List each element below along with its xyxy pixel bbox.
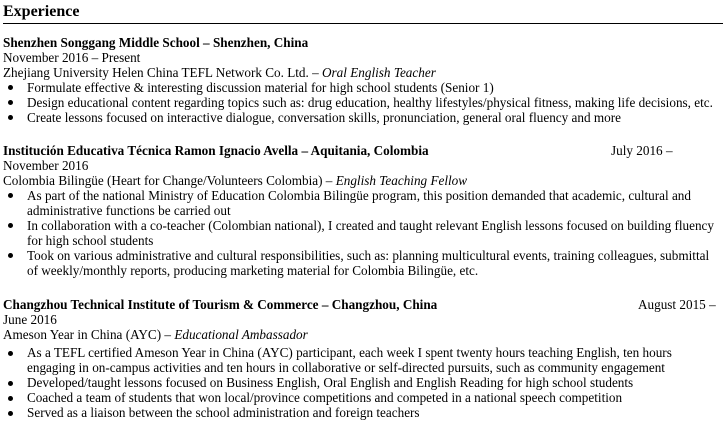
bullet-icon <box>8 85 13 90</box>
job-institution: Shenzhen Songgang Middle School – Shenzhen, China <box>3 35 309 50</box>
job-bullet: As part of the national Ministry of Education Colombia Bilingüe program, this position demanded that academic, cultural and <box>27 188 691 203</box>
job-bullet: Design educational content regarding topics such as: drug education, healthy lifestyles/physical fitness, making life decisions, etc. <box>27 95 713 110</box>
bullet-icon <box>8 381 13 386</box>
bullet-icon <box>8 411 13 416</box>
section-divider <box>3 23 723 24</box>
bullet-icon <box>8 223 13 228</box>
bullet-icon <box>8 351 13 356</box>
job-bullet: Served as a liaison between the school administration and foreign teachers <box>27 405 420 420</box>
job-employer-line <box>3 65 436 80</box>
job-employer: Zhejiang University Helen China TEFL Network Co. Ltd. – <box>3 65 323 80</box>
job-role: Educational Ambassador <box>174 327 308 342</box>
job-bullet: Took on various administrative and cultural responsibilities, such as: planning multicultural events, training colleagues, submittal <box>27 248 710 263</box>
bullet-icon <box>8 115 13 120</box>
job-dates-end: November 2016 <box>3 158 89 173</box>
job-dates-end: June 2016 <box>3 312 57 327</box>
job-institution: Institución Educativa Técnica Ramon Ignacio Avella – Aquitania, Colombia <box>3 143 429 158</box>
job-bullet: Coached a team of students that won local/province competitions and competed in a national speech competition <box>27 390 623 405</box>
job-role: Oral English Teacher <box>322 65 436 80</box>
job-institution: Changzhou Technical Institute of Tourism & Commerce – Changzhou, China <box>3 297 438 312</box>
section-title: Experience <box>3 3 80 20</box>
job-bullet: As a TEFL certified Ameson Year in China (AYC) participant, each week I spent twenty hours teaching English, ten hours <box>27 345 672 360</box>
job-role: English Teaching Fellow <box>335 173 468 188</box>
job-employer-line <box>3 327 308 342</box>
job-dates-start: August 2015 – <box>638 297 716 312</box>
job-bullet-continued: administrative functions be carried out <box>27 203 231 218</box>
job-employer: Colombia Bilingüe (Heart for Change/Volunteers Colombia) – <box>3 173 336 188</box>
bullet-icon <box>8 100 13 105</box>
bullet-icon <box>8 253 13 258</box>
job-dates: November 2016 – Present <box>3 50 141 65</box>
job-bullet: In collaboration with a co-teacher (Colombian national), I created and taught relevant English lessons focused on building fluency <box>27 218 714 233</box>
job-employer-line <box>3 173 467 188</box>
job-bullet: Formulate effective & interesting discussion material for high school students (Senior 1) <box>27 80 494 95</box>
job-dates-start: July 2016 – <box>611 143 673 158</box>
bullet-icon <box>8 193 13 198</box>
job-bullet-continued: of weekly/monthly reports, producing marketing material for Colombia Bilingüe, etc. <box>27 263 479 278</box>
job-bullet-continued: engaging in on-campus activities and ten hours in collaborative or self-directed pursuits, such as community engagement <box>27 360 665 375</box>
job-bullet-continued: for high school students <box>27 233 154 248</box>
bullet-icon <box>8 396 13 401</box>
job-bullet: Developed/taught lessons focused on Business English, Oral English and English Reading for high school students <box>27 375 634 390</box>
job-bullet: Create lessons focused on interactive dialogue, conversation skills, pronunciation, general oral fluency and more <box>27 110 621 125</box>
job-employer: Ameson Year in China (AYC) – <box>3 327 175 342</box>
